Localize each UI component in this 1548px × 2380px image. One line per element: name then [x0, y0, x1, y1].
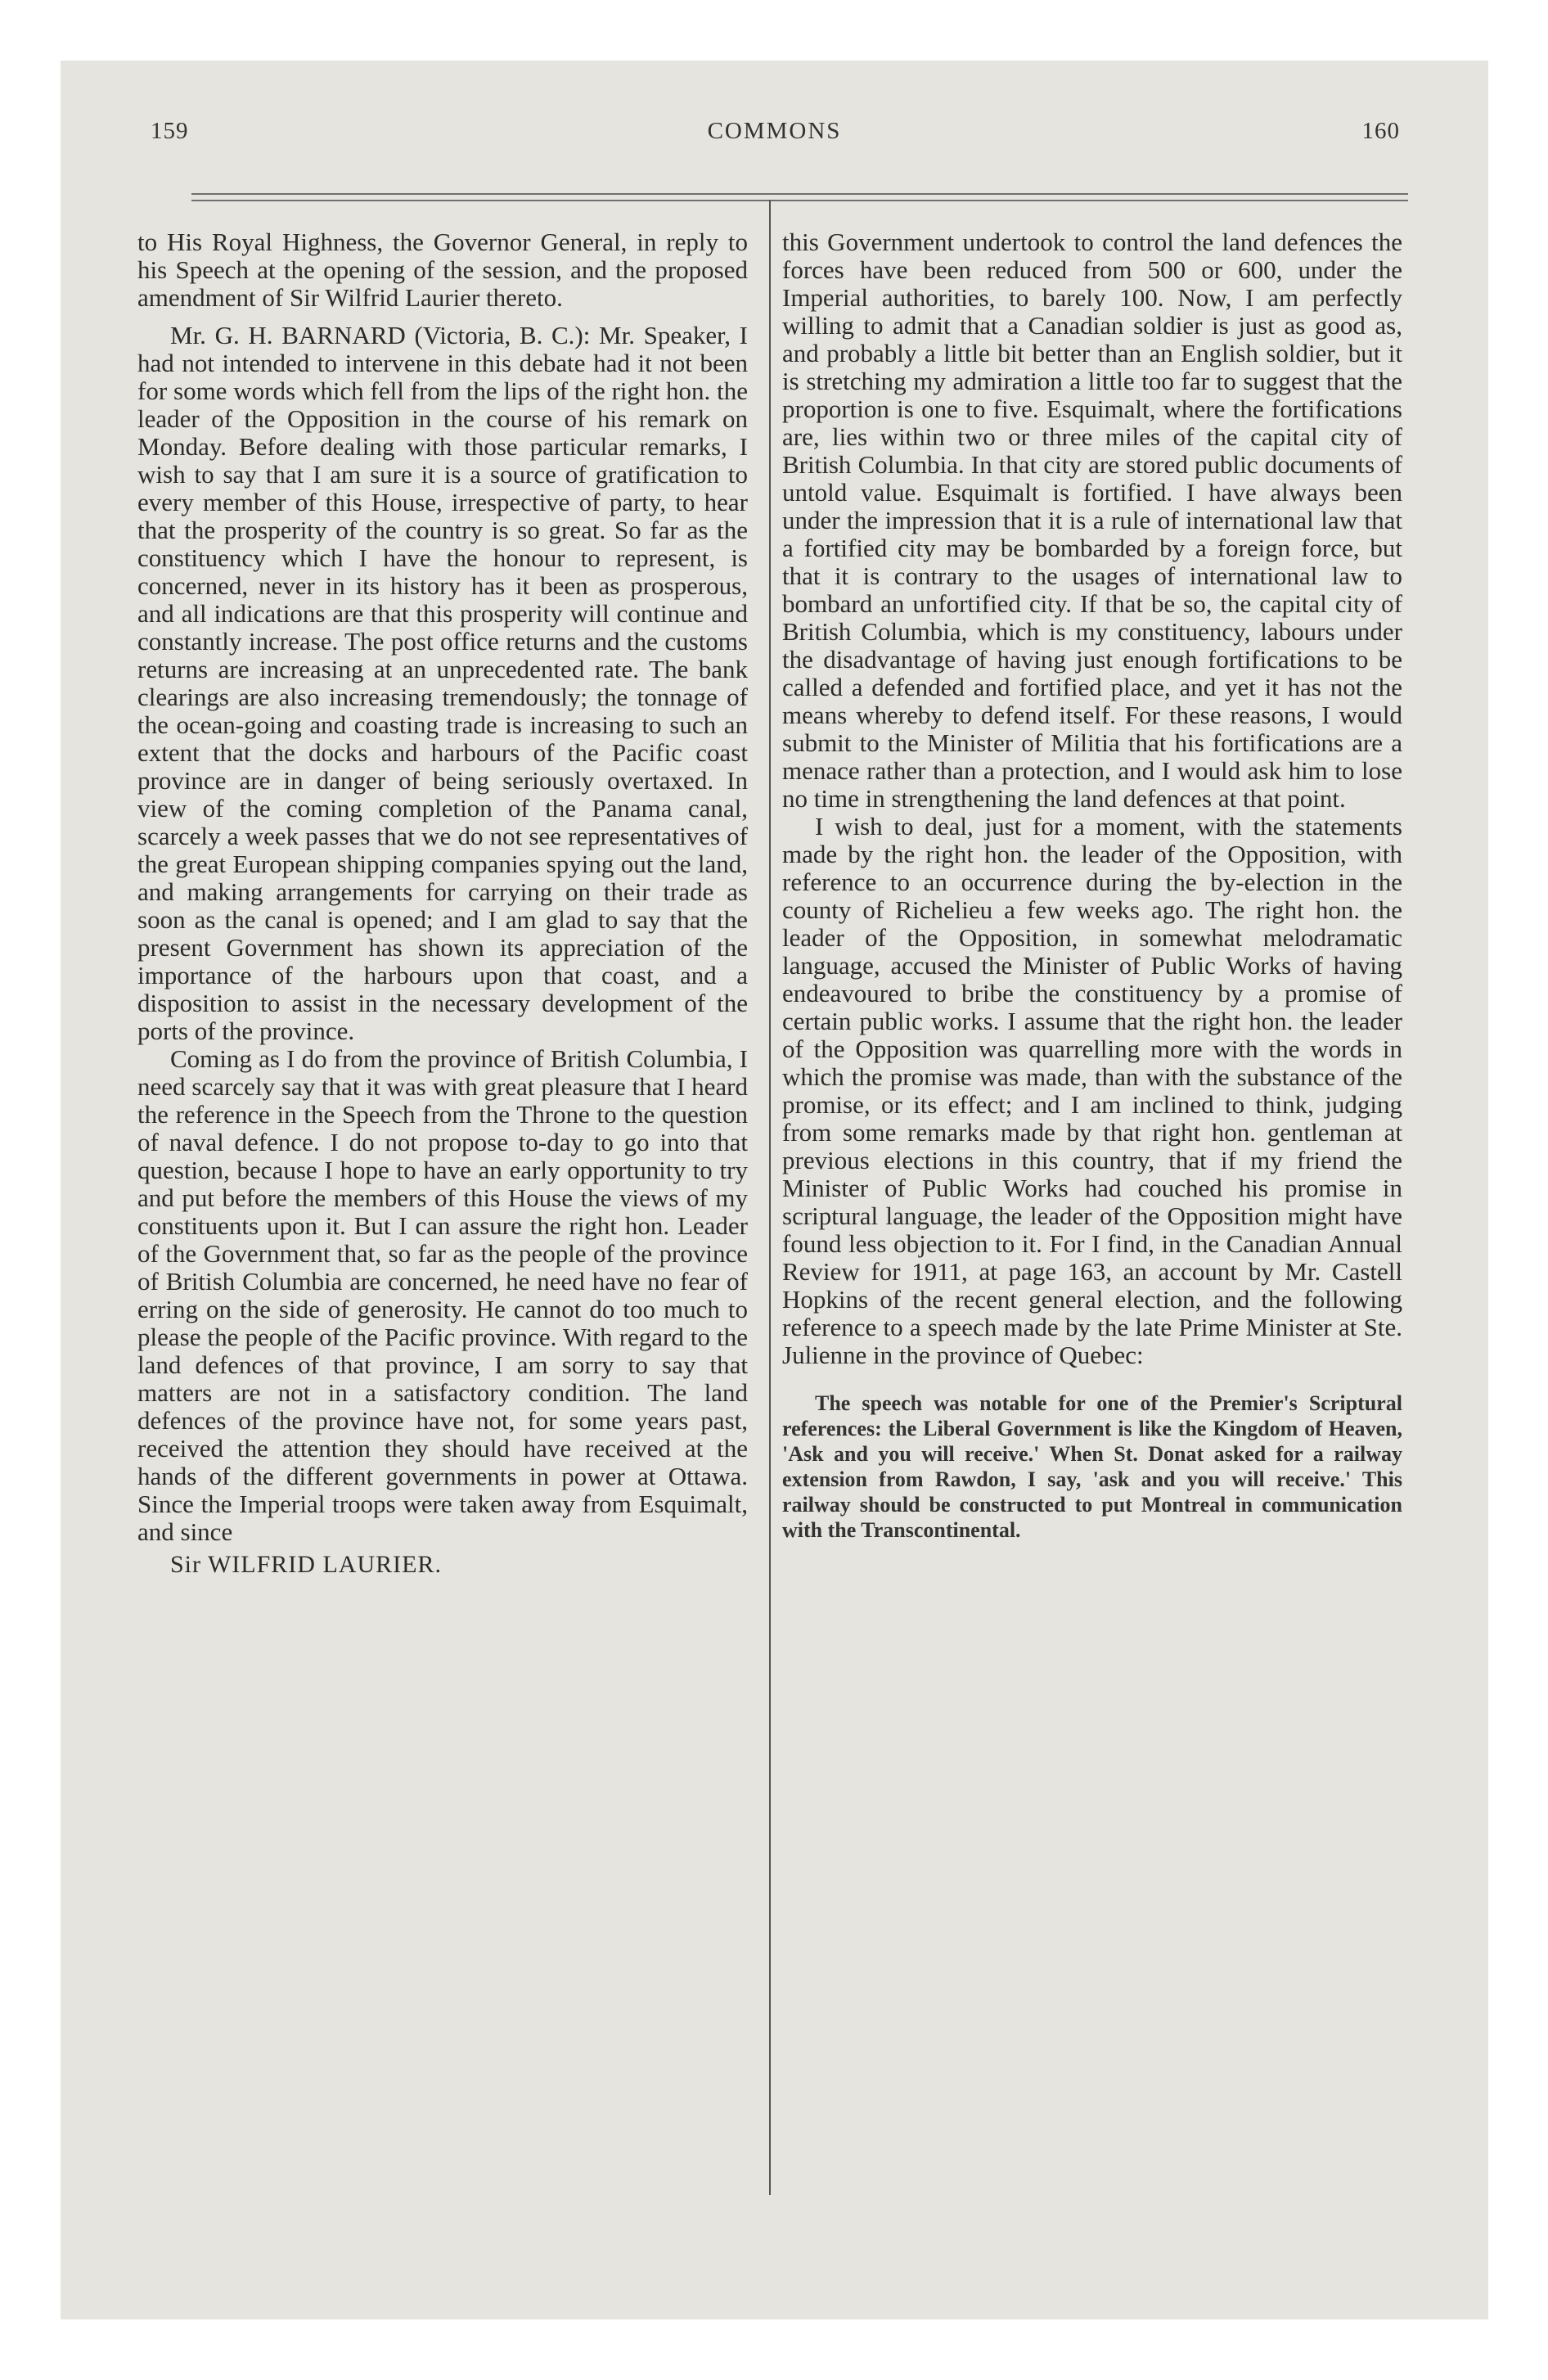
left-page-number: 159	[151, 118, 189, 144]
running-title: COMMONS	[707, 118, 842, 144]
left-paragraph-1: to His Royal Highness, the Governor General, in reply to his Speech at the opening of the session, and the proposed amendment of Sir Wilfrid Laurier thereto.	[137, 228, 748, 312]
right-column	[782, 228, 1402, 1543]
footer-signature: Sir WILFRID LAURIER.	[170, 1551, 442, 1578]
speech-paragraph	[137, 322, 748, 1045]
right-page-number: 160	[1361, 118, 1400, 144]
right-paragraph-1: this Government undertook to control the land defences the forces have been reduced from 500 or 600, under the Imperial authorities, to barely 100. Now, I am perfectly willing to admit that a Canadian soldier is just as good as, and probably a little bit better than an English soldier, but it is stretching my admiration a little too far to suggest that the proportion is one to five. Esquimalt, where the fortifications are, lies within two or three miles of the capital city of British Columbia. In that city are stored public documents of untold value. Esquimalt is fortified. I have always been under the impression that it is a rule of international law that a fortified city may be bombarded by a foreign force, but that it is contrary to the usages of international law to bombard an unfortified city. If that be so, the capital city of British Columbia, which is my constituency, labours under the disadvantage of having just enough fortifications to be called a defended and fortified place, and yet it has not the means whereby to defend itself. For these reasons, I would submit to the Minister of Militia that his fortifications are a menace rather than a protection, and I would ask him to lose no time in strengthening the land defences at that point.	[782, 228, 1402, 813]
header-rule-top	[191, 193, 1408, 195]
right-paragraph-2: I wish to deal, just for a moment, with the statements made by the right hon. the leader of the Opposition, with reference to an occurrence during the by-election in the county of Richelieu a few weeks ago. The right hon. the leader of the Opposition, in somewhat melodramatic language, accused the Minister of Public Works of having endeavoured to bribe the constituency by a promise of certain public works. I assume that the right hon. the leader of the Opposition was quarrelling more with the words in which the promise was made, than with the substance of the promise, or its effect; and I am inclined to think, judging from some remarks made by that right hon. gentleman at previous elections in this country, that if my friend the Minister of Public Works had couched his promise in scriptural language, the leader of the Opposition might have found less objection to it. For I find, in the Canadian Annual Review for 1911, at page 163, an account by Mr. Castell Hopkins of the recent general election, and the following reference to a speech made by the late Prime Minister at Ste. Julienne in the province of Quebec:	[782, 812, 1402, 1369]
column-divider	[769, 200, 771, 2195]
left-paragraph-3: Coming as I do from the province of British Columbia, I need scarcely say that it was with great pleasure that I heard the reference in the Speech from the Throne to the question of naval defence. I do not propose to-day to go into that question, because I hope to have an early opportunity to try and put before the members of this House the views of my constituents upon it. But I can assure the right hon. Leader of the Government that, so far as the people of the province of British Columbia are concerned, he need have no fear of erring on the side of generosity. He cannot do too much to please the people of the Pacific province. With regard to the land defences of that province, I am sorry to say that matters are not in a satisfactory condition. The land defences of the province have not, for some years past, received the attention they should have received at the hands of the different governments in power at Ottawa. Since the Imperial troops were taken away from Esquimalt, and since	[137, 1044, 748, 1546]
block-quote: The speech was notable for one of the Premier's Scriptural references: the Liberal Government is like the Kingdom of Heaven, 'Ask and you will receive.' When St. Donat asked for a railway extension from Rawdon, I say, 'ask and you will receive.' This railway should be constructed to put Montreal in communication with the Transcontinental.	[782, 1391, 1402, 1542]
document-page	[61, 61, 1488, 2319]
left-column	[137, 228, 748, 1579]
speaker-name: Mr. G. H. BARNARD (Victoria, B. C.):	[170, 321, 591, 349]
speech-text: Mr. Speaker, I had not intended to intervene in this debate had it not been for some words which fell from the lips of the right hon. the leader of the Opposition in the course of his remark on Monday. Before dealing with those particular remarks, I wish to say that I am sure it is a source of gratification to every member of this House, irrespective of party, to hear that the prosperity of the country is so great. So far as the constituency which I have the honour to represent, is concerned, never in its history has it been as prosperous, and all indications are that this prosperity will continue and constantly increase. The post office returns and the customs returns are increasing at an unprecedented rate. The bank clearings are also increasing tremendously; the tonnage of the ocean-going and coasting trade is increasing to such an extent that the docks and harbours of the Pacific coast province are in danger of being seriously overtaxed. In view of the coming completion of the Panama canal, scarcely a week passes that we do not see representatives of the great European shipping companies spying out the land, and making arrangements for carrying on their trade as soon as the canal is opened; and I am glad to say that the present Government has shown its appreciation of the importance of the harbours upon that coast, and a disposition to assist in the necessary development of the ports of the province.	[137, 321, 748, 1045]
header-rule-bottom	[191, 200, 1408, 201]
